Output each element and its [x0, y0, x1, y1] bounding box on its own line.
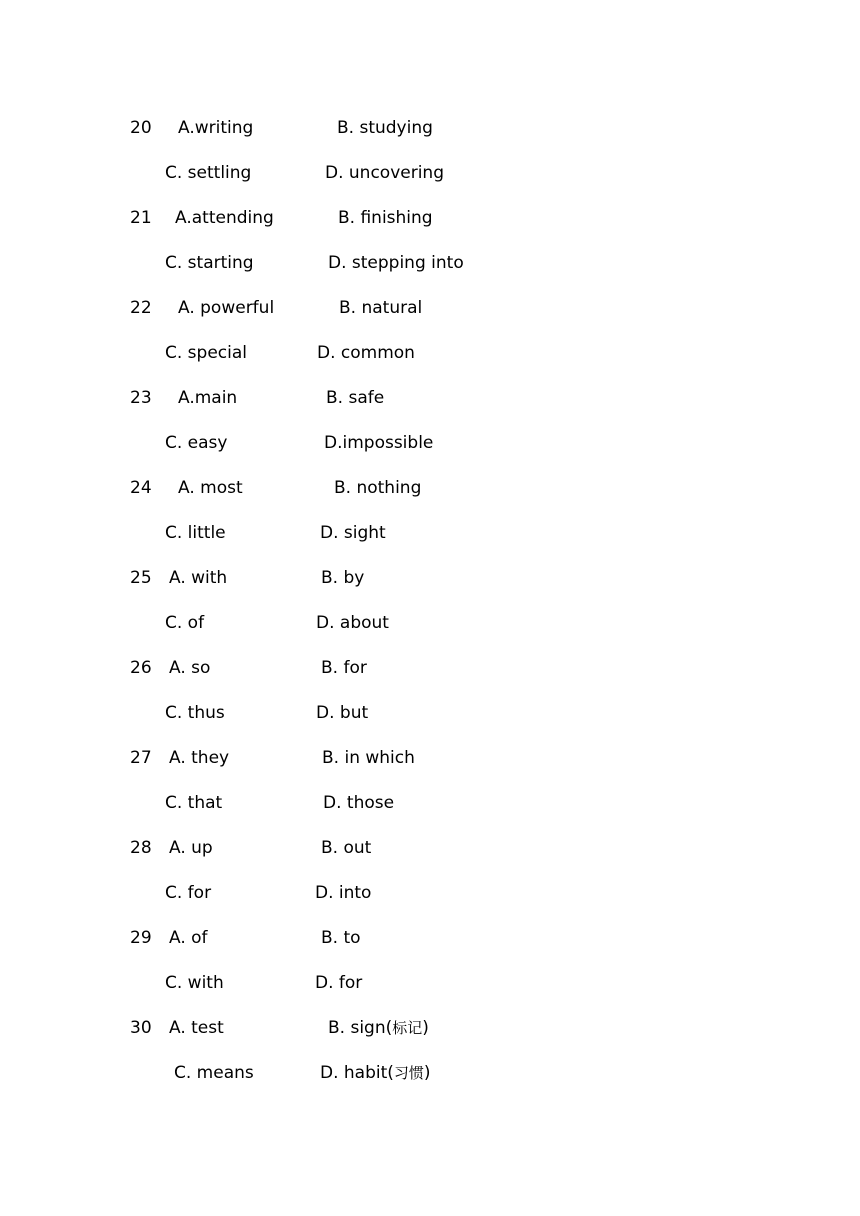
option-c: C. special: [165, 343, 247, 363]
question-number: 30: [130, 1018, 152, 1038]
question-number: 22: [130, 298, 152, 318]
option-b: B. finishing: [338, 208, 433, 228]
option-c: C. with: [165, 973, 224, 993]
option-b: B. studying: [337, 118, 433, 138]
option-c: C. little: [165, 523, 226, 543]
option-c: C. that: [165, 793, 223, 813]
option-c: C. means: [174, 1063, 254, 1083]
option-d: D. common: [317, 343, 415, 363]
option-d-chinese-gloss: 习惯: [393, 1064, 424, 1082]
question-number: 29: [130, 928, 152, 948]
option-b: B. by: [321, 568, 365, 588]
option-b: B. for: [321, 658, 367, 678]
option-c: C. thus: [165, 703, 225, 723]
option-a: A.main: [178, 388, 238, 408]
option-b: B. natural: [339, 298, 423, 318]
question-number: 23: [130, 388, 152, 408]
question-number: 28: [130, 838, 152, 858]
option-c: C. easy: [165, 433, 228, 453]
option-d: [320, 1062, 431, 1084]
question-number: 20: [130, 118, 152, 138]
option-d-text: D. habit(: [320, 1063, 394, 1083]
option-d: D. about: [316, 613, 389, 633]
option-a: A.writing: [178, 118, 254, 138]
option-a: A. most: [178, 478, 243, 498]
option-a: A. up: [169, 838, 213, 858]
option-a: A.attending: [175, 208, 274, 228]
option-a: A. with: [169, 568, 228, 588]
question-number: 26: [130, 658, 152, 678]
option-c: C. starting: [165, 253, 254, 273]
option-b: B. out: [321, 838, 372, 858]
option-d: D. sight: [320, 523, 386, 543]
option-d: D. but: [316, 703, 369, 723]
option-d: D. stepping into: [328, 253, 464, 273]
option-d: D.impossible: [324, 433, 434, 453]
option-a: A. test: [169, 1018, 224, 1038]
option-a: A. powerful: [178, 298, 275, 318]
option-d: D. uncovering: [325, 163, 444, 183]
option-b-chinese-gloss: 标记: [392, 1019, 423, 1037]
option-b-text: B. sign(: [328, 1018, 393, 1038]
option-d-close-paren: ): [423, 1063, 431, 1083]
option-d: D. into: [315, 883, 372, 903]
question-number: 21: [130, 208, 152, 228]
option-a: A. they: [169, 748, 230, 768]
option-d: D. those: [323, 793, 395, 813]
option-b: B. safe: [326, 388, 385, 408]
option-a: A. of: [169, 928, 208, 948]
question-number: 25: [130, 568, 152, 588]
option-b: B. nothing: [334, 478, 422, 498]
option-c: C. of: [165, 613, 205, 633]
question-number: 27: [130, 748, 152, 768]
option-c: C. for: [165, 883, 212, 903]
option-d: D. for: [315, 973, 363, 993]
option-b: B. to: [321, 928, 361, 948]
question-number: 24: [130, 478, 152, 498]
option-b-close-paren: ): [422, 1018, 429, 1038]
option-c: C. settling: [165, 163, 252, 183]
option-b: [328, 1017, 429, 1039]
option-a: A. so: [169, 658, 211, 678]
option-b: B. in which: [322, 748, 415, 768]
